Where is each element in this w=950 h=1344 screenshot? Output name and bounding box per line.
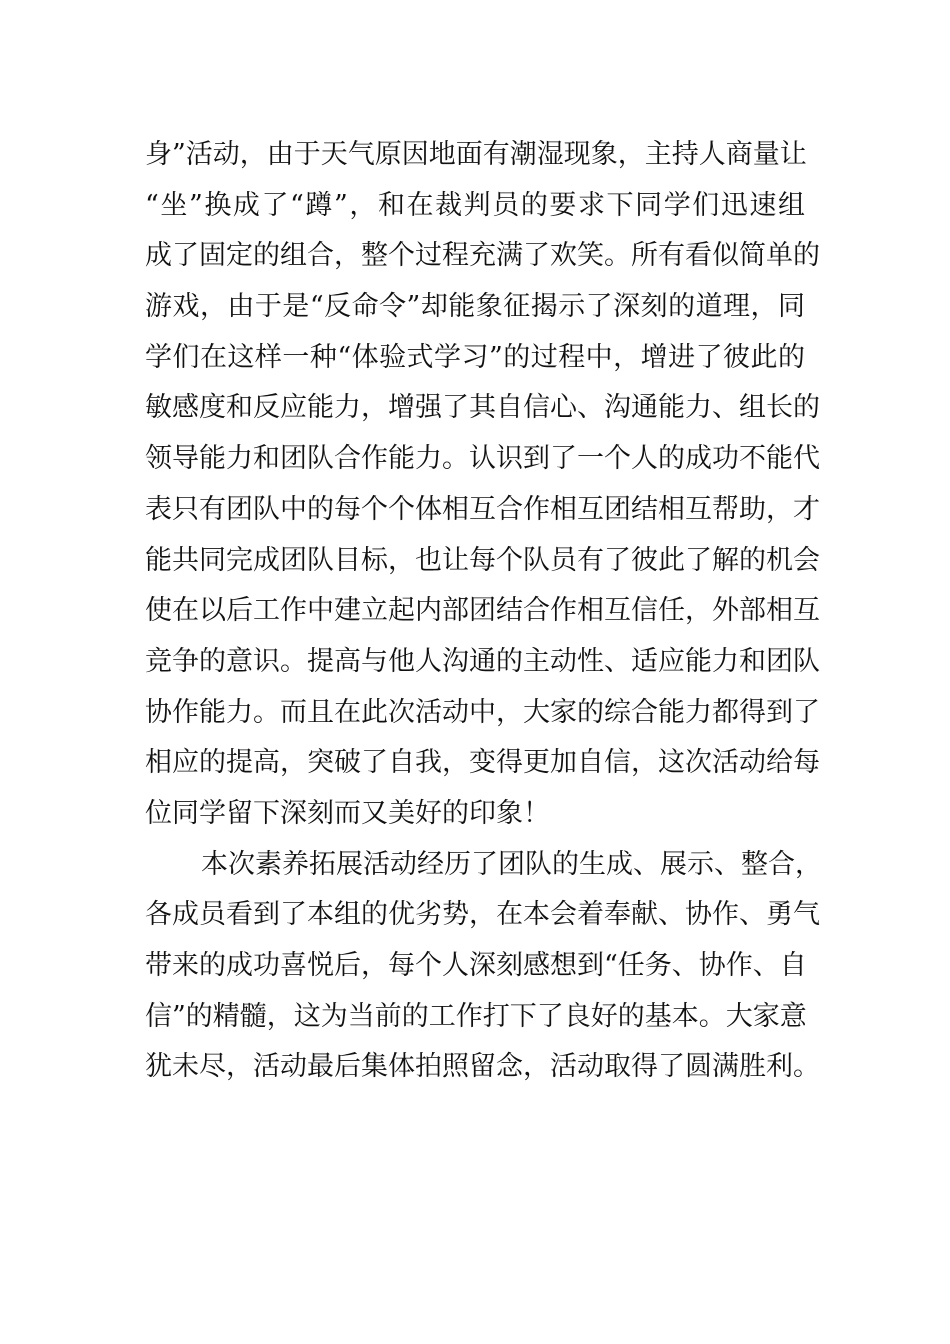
text-line: 敏感度和反应能力，增强了其自信心、沟通能力、组长的 xyxy=(145,392,820,424)
text-line: 本次素养拓展活动经历了团队的生成、展示、整合， xyxy=(201,848,822,880)
text-line: 使在以后工作中建立起内部团结合作相互信任，外部相互 xyxy=(145,595,820,627)
text-line: 带来的成功喜悦后，每个人深刻感想到“任务、协作、自 xyxy=(145,950,807,981)
text-line: 领导能力和团队合作能力。认识到了一个人的成功不能代 xyxy=(145,443,820,475)
text-line: 成了固定的组合，整个过程充满了欢笑。所有看似简单的 xyxy=(145,240,820,272)
text-line: 能共同完成团队目标，也让每个队员有了彼此了解的机会 xyxy=(145,544,820,576)
text-line: 协作能力。而且在此次活动中，大家的综合能力都得到了 xyxy=(145,696,820,728)
text-line: 身”活动，由于天气原因地面有潮湿现象，主持人商量让 xyxy=(145,139,807,170)
text-line: 各成员看到了本组的优劣势，在本会着奉献、协作、勇气 xyxy=(145,899,820,931)
text-line: 学们在这样一种“体验式学习”的过程中，增进了彼此的 xyxy=(145,341,805,373)
text-line: 相应的提高，突破了自我，变得更加自信，这次活动给每 xyxy=(145,747,820,779)
paragraph-2 xyxy=(145,840,822,1093)
text-line: 犹未尽，活动最后集体拍照留念，活动取得了圆满胜利。 xyxy=(145,1051,820,1083)
text-line: “坐”换成了“蹲”，和在裁判员的要求下同学们迅速组 xyxy=(145,189,805,221)
document-body xyxy=(145,130,822,1093)
text-line: 信”的精髓，这为当前的工作打下了良好的基本。大家意 xyxy=(145,1000,807,1032)
paragraph-1 xyxy=(145,130,820,840)
text-line: 游戏，由于是“反命令”却能象征揭示了深刻的道理，同 xyxy=(145,291,805,323)
text-line: 竞争的意识。提高与他人沟通的主动性、适应能力和团队 xyxy=(145,645,820,677)
text-line: 表只有团队中的每个个体相互合作相互团结相互帮助，才 xyxy=(145,493,820,525)
text-line: 位同学留下深刻而又美好的印象！ xyxy=(145,797,550,829)
